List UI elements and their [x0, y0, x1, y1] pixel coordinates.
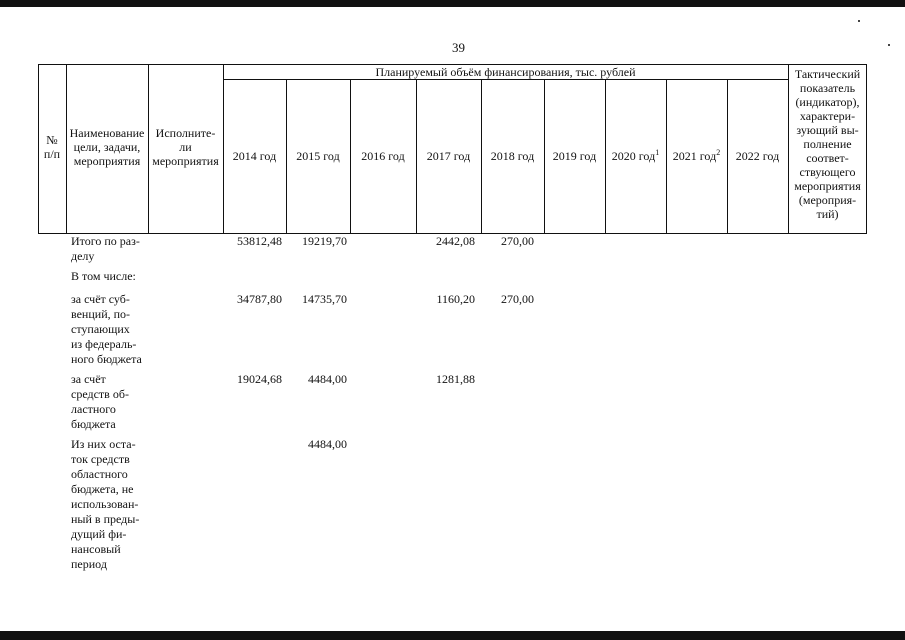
header-year-0 [223, 149, 286, 163]
header-year-5 [544, 149, 605, 163]
header-year-3 [416, 149, 481, 163]
footnote-marker: 1 [655, 148, 660, 157]
table-cell-value: 19024,68 [237, 372, 282, 386]
header-col-executors: Исполните- ли мероприятия [152, 126, 219, 168]
bottom-border-bar [0, 631, 905, 640]
table-cell-value: 34787,80 [237, 292, 282, 306]
table-cell-value: 1281,88 [436, 372, 475, 386]
header-year-2 [350, 149, 416, 163]
year-label: 2019 год [552, 149, 597, 163]
header-col-number: № п/п [43, 133, 61, 161]
row-label: Итого по раз- делу [71, 234, 140, 263]
year-label: 2017 год [426, 149, 471, 163]
header-year-4 [481, 149, 544, 163]
year-label: 2021 год [672, 149, 717, 163]
header-col-indicator: Тактический показатель (индикатор), характери- зующий вы- полнение соответ- ствующего мероприятия (мероприя- тий) [794, 67, 861, 221]
table-cell-value: 14735,70 [302, 292, 347, 306]
table-cell-value: 270,00 [501, 292, 534, 306]
header-year-7 [666, 149, 727, 163]
row-label: В том числе: [71, 269, 136, 283]
table-cell-value: 1160,20 [436, 292, 475, 306]
top-border-bar [0, 0, 905, 7]
year-label: 2022 год [735, 149, 780, 163]
header-year-8 [727, 149, 788, 163]
table-cell-value: 19219,70 [302, 234, 347, 248]
header-year-6 [605, 149, 666, 163]
scan-speck [858, 20, 860, 22]
year-label: 2016 год [361, 149, 405, 163]
table-cell-value: 2442,08 [436, 234, 475, 248]
table-cell-value: 4484,00 [308, 372, 347, 386]
table-cell-value: 270,00 [501, 234, 534, 248]
row-label: Из них оста- ток средств областного бюджета, не использован- ный в преды- дущий фи- нансовый период [71, 437, 140, 571]
row-label: за счёт суб- венций, по- ступающих из федераль- ного бюджета [71, 292, 142, 366]
table-cell-value: 53812,48 [237, 234, 282, 248]
page-number: 39 [452, 40, 465, 55]
year-label: 2014 год [232, 149, 277, 163]
header-year-1 [286, 149, 350, 163]
year-label: 2018 год [490, 149, 535, 163]
footnote-marker: 2 [716, 148, 721, 157]
header-col-name: Наименование цели, задачи, мероприятия [69, 126, 145, 168]
scan-speck [888, 44, 890, 46]
year-label: 2020 год [611, 149, 656, 163]
year-label: 2015 год [296, 149, 340, 163]
header-funding-title: Планируемый объём финансирования, тыс. рублей [375, 65, 636, 79]
row-label: за счёт средств об- ластного бюджета [71, 372, 129, 431]
table-cell-value: 4484,00 [308, 437, 347, 451]
